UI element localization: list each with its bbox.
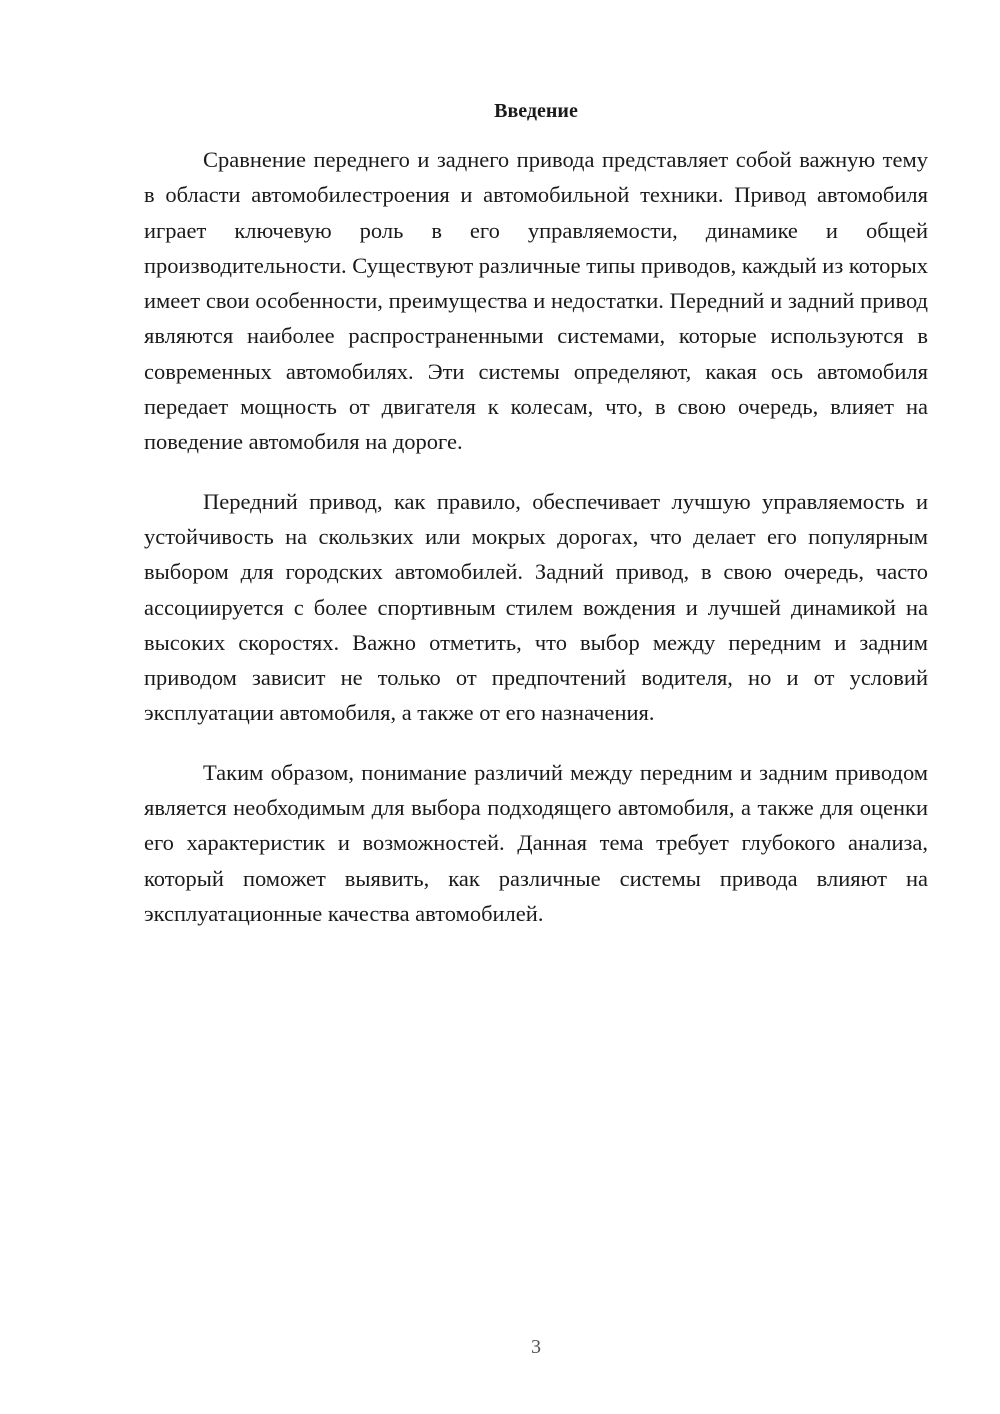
paragraph: Передний привод, как правило, обеспечивает лучшую управляемость и устойчивость на скользких или мокрых дорогах, что делает его популярным выбором для городских автомобилей. Задний привод, в свою очередь, часто ассоциируется с более спортивным стилем вождения и лучшей динамикой на высоких скоростях. Важно отметить, что выбор между передним и задним приводом зависит не только от предпочтений водителя, но и от условий эксплуатации автомобиля, а также от его назначения. — [144, 488, 928, 726]
paragraph: Таким образом, понимание различий между передним и задним приводом является необходимым для выбора подходящего автомобиля, а также для оценки его характеристик и возможностей. Данная тема требует глубокого анализа, который поможет выявить, как различные системы привода влияют на эксплуатационные качества автомобилей. — [144, 759, 928, 926]
paragraph: Сравнение переднего и заднего привода представляет собой важную тему в области автомобилестроения и автомобильной техники. Привод автомобиля играет ключевую роль в его управляемости, динамике и общей производительности. Существуют различные типы приводов, каждый из которых имеет свои особенности, преимущества и недостатки. Передний и задний привод являются наиболее распространенными системами, которые используются в современных автомобилях. Эти системы определяют, какая ось автомобиля передает мощность от двигателя к колесам, что, в свою очередь, влияет на поведение автомобиля на дороге. — [144, 147, 928, 455]
section-heading: Введение — [494, 100, 578, 122]
page-number: 3 — [531, 1336, 541, 1358]
body-text — [144, 142, 928, 955]
